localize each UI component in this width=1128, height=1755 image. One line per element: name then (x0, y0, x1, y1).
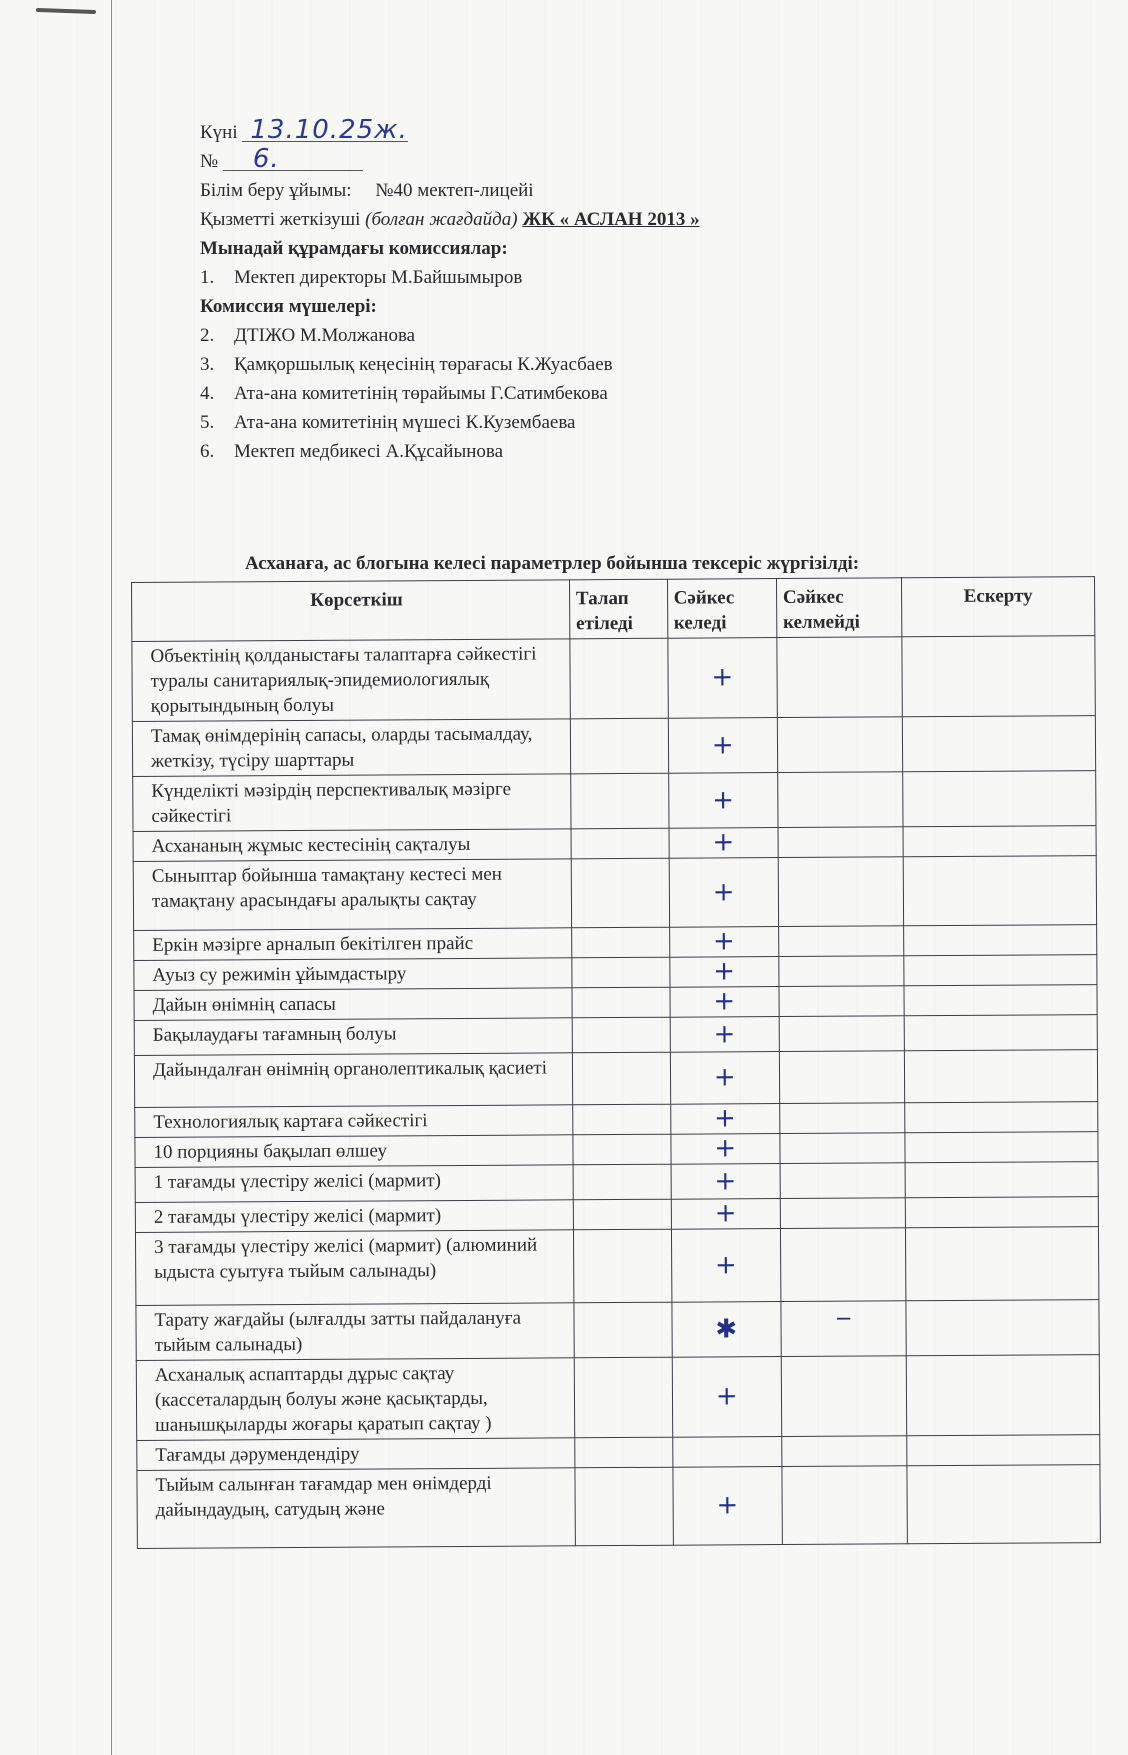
compliant-mark: + (671, 1164, 781, 1200)
column-header-compliant: Сәйкес келеді (667, 579, 777, 639)
indicator-cell: Ауыз су режимін ұйымдастыру (134, 958, 572, 991)
compliant-mark: ✱ (671, 1302, 781, 1358)
compliant-mark: + (668, 773, 778, 829)
noncompliant-mark (778, 857, 904, 927)
noncompliant-mark (777, 717, 903, 773)
indicator-cell: Тамақ өнімдерінің сапасы, оларды тасымалдау, жеткізу, түсіру шарттары (132, 719, 570, 777)
commission-members-list (200, 321, 700, 466)
compliant-mark: + (669, 957, 778, 988)
indicator-cell: Технологиялық картаға сәйкестігі (135, 1105, 573, 1138)
pen-mark (36, 8, 96, 14)
indicator-cell: Объектінің қолданыстағы талаптарға сәйкестігі туралы санитариялық-эпидемиологиялық қорытындының болуы (132, 639, 570, 722)
compliant-mark: + (670, 987, 779, 1018)
noncompliant-mark (780, 1163, 906, 1199)
table-row (136, 1300, 1099, 1361)
required-cell (572, 1052, 670, 1105)
indicator-cell: Дайындалған өнімнің органолептикалық қасиеті (134, 1053, 572, 1108)
compliant-mark: + (670, 1104, 779, 1135)
commission-member: 6. Мектеп медбикесі А.Құсайынова (200, 441, 504, 462)
compliant-mark: + (671, 1199, 780, 1230)
noncompliant-mark (780, 1103, 905, 1134)
supplier-row (200, 205, 700, 234)
supplier-label: Қызметті жеткізуші (200, 209, 361, 230)
note-cell (906, 1227, 1099, 1301)
note-cell (902, 636, 1095, 717)
column-header-noncompliant: Сәйкес келмейді (776, 578, 902, 638)
indicator-cell: 3 тағамды үлестіру желісі (мармит) (алюминий ыдыста суытуға тыйым салынады) (135, 1230, 573, 1306)
noncompliant-mark (779, 956, 904, 987)
column-header-indicator: Көрсеткіш (132, 580, 570, 642)
compliant-mark: + (669, 927, 778, 958)
required-cell (572, 987, 670, 1018)
noncompliant-mark (779, 1016, 905, 1052)
indicator-cell: Сыныптар бойынша тамақтану кестесі мен тамақтану арасындағы аралықты сақтау (133, 859, 571, 931)
required-cell (570, 718, 668, 774)
organization-label: Білім беру ұйымы: (200, 180, 352, 201)
note-cell (906, 1355, 1099, 1436)
note-cell (903, 856, 1096, 926)
noncompliant-mark (778, 772, 904, 828)
note-cell (904, 985, 1097, 1016)
supplier-note: (болған жағдайда) (365, 209, 518, 230)
note-cell (907, 1435, 1100, 1466)
supplier-value: ЖК « АСЛАН 2013 » (522, 209, 700, 230)
date-row (200, 115, 700, 147)
table-title: Асханаға, ас блогына келесі параметрлер бойынша тексеріс жүргізілді: (245, 553, 860, 574)
compliant-mark: + (672, 1357, 782, 1438)
compliant-mark: + (669, 828, 778, 859)
indicator-cell: Еркін мәзірге арналып бекітілген прайс (134, 928, 572, 961)
noncompliant-mark (778, 926, 903, 957)
note-cell (905, 1102, 1098, 1133)
required-cell (572, 957, 670, 988)
compliant-mark: + (670, 1017, 780, 1053)
commission-heading: Мынадай құрамдағы комиссиялар: (200, 238, 508, 259)
note-cell (903, 826, 1096, 857)
note-cell (905, 1197, 1098, 1228)
compliant-mark: + (672, 1467, 782, 1546)
compliant-mark: + (671, 1229, 781, 1303)
table-row (134, 1050, 1097, 1108)
date-value: 13.10.25ж. (242, 119, 407, 142)
commission-member: 3. Қамқоршылық кеңесінің төрағасы К.Жуасбаев (200, 354, 613, 375)
noncompliant-mark (781, 1356, 907, 1437)
required-cell (573, 1134, 671, 1165)
indicator-cell: Асханалық аспаптарды дұрыс сақтау (кассеталардың болуы және қасықтарды, шанышқыларды жоғары қаратып сақтау ) (136, 1358, 574, 1441)
indicator-cell: Тарату жағдайы (ылғалды затты пайдалануға тыйым салынады) (136, 1303, 574, 1361)
note-cell (904, 955, 1097, 986)
compliant-mark: + (670, 1052, 780, 1105)
inspection-table (131, 576, 1101, 1549)
required-cell (573, 1199, 671, 1230)
number-label: № (200, 151, 219, 172)
table-header-row (132, 577, 1095, 642)
commission-chair-list (200, 263, 700, 292)
indicator-cell: 10 порцияны бақылап өлшеу (135, 1135, 573, 1168)
compliant-mark: + (669, 858, 779, 928)
noncompliant-mark (777, 637, 903, 718)
required-cell (574, 1357, 672, 1438)
compliant-mark: + (670, 1134, 779, 1165)
commission-member: 5. Ата-ана комитетінің мүшесі К.Кузембаева (200, 412, 576, 433)
indicator-cell: 1 тағамды үлестіру желісі (мармит) (135, 1165, 573, 1203)
noncompliant-mark (779, 986, 904, 1017)
required-cell (573, 1104, 671, 1135)
organization-value: №40 мектеп-лицейі (375, 180, 534, 201)
commission-member: 2. ДТІЖО М.Молжанова (200, 325, 416, 346)
table-row (132, 716, 1095, 777)
members-heading: Комиссия мүшелері: (200, 296, 377, 317)
required-cell (571, 773, 669, 829)
required-cell (575, 1437, 673, 1468)
date-label: Күні (200, 122, 238, 143)
required-cell (575, 1467, 673, 1546)
organization-row (200, 176, 700, 205)
compliant-mark: + (667, 638, 777, 719)
noncompliant-mark (780, 1133, 905, 1164)
column-header-required: Талап етіледі (569, 579, 667, 639)
table-row (132, 636, 1095, 722)
number-value: 6. (223, 148, 363, 171)
noncompliant-mark (780, 1228, 906, 1302)
noncompliant-mark (780, 1198, 905, 1229)
required-cell (574, 1302, 672, 1358)
required-cell (571, 927, 669, 958)
noncompliant-mark (778, 827, 903, 858)
required-cell (571, 858, 669, 928)
commission-member: 4. Ата-ана комитетінің төрайымы Г.Сатимбекова (200, 383, 608, 404)
compliant-mark: + (668, 718, 778, 774)
table-row (133, 771, 1096, 832)
indicator-cell: 2 тағамды үлестіру желісі (мармит) (135, 1200, 573, 1233)
indicator-cell: Тағамды дәрумендендіру (137, 1438, 575, 1471)
indicator-cell: Асхананың жұмыс кестесінің сақталуы (133, 829, 571, 862)
note-cell (903, 716, 1096, 772)
commission-chair: 1. Мектеп директоры М.Байшымыров (200, 267, 523, 288)
table-row (137, 1465, 1100, 1549)
page-margin-line (111, 0, 112, 1755)
table-row (136, 1355, 1099, 1441)
indicator-cell: Бақылаудағы тағамның болуы (134, 1018, 572, 1056)
table-row (134, 1015, 1097, 1056)
required-cell (570, 638, 668, 719)
indicator-cell: Күнделікті мәзірдің перспективалық мәзірге сәйкестігі (133, 774, 571, 832)
required-cell (573, 1229, 671, 1303)
table-row (135, 1162, 1098, 1203)
note-cell (904, 925, 1097, 956)
indicator-cell: Тыйым салынған тағамдар мен өнімдерді дайындаудың, сатудың және (137, 1468, 575, 1549)
noncompliant-mark (779, 1051, 905, 1104)
note-cell (907, 1465, 1100, 1544)
indicator-cell: Дайын өнімнің сапасы (134, 988, 572, 1021)
required-cell (573, 1164, 671, 1200)
table-row (135, 1227, 1098, 1306)
column-header-note: Ескерту (902, 577, 1095, 637)
noncompliant-mark (782, 1466, 908, 1545)
note-cell (906, 1300, 1099, 1356)
number-row (200, 144, 700, 176)
required-cell (571, 828, 669, 859)
noncompliant-mark (782, 1436, 907, 1467)
noncompliant-mark: – (781, 1301, 907, 1357)
compliant-mark (672, 1437, 781, 1468)
document-header (200, 115, 700, 466)
table-row (133, 856, 1096, 931)
note-cell (905, 1162, 1098, 1198)
required-cell (572, 1017, 670, 1053)
note-cell (903, 771, 1096, 827)
note-cell (905, 1050, 1098, 1103)
note-cell (905, 1132, 1098, 1163)
note-cell (904, 1015, 1097, 1051)
